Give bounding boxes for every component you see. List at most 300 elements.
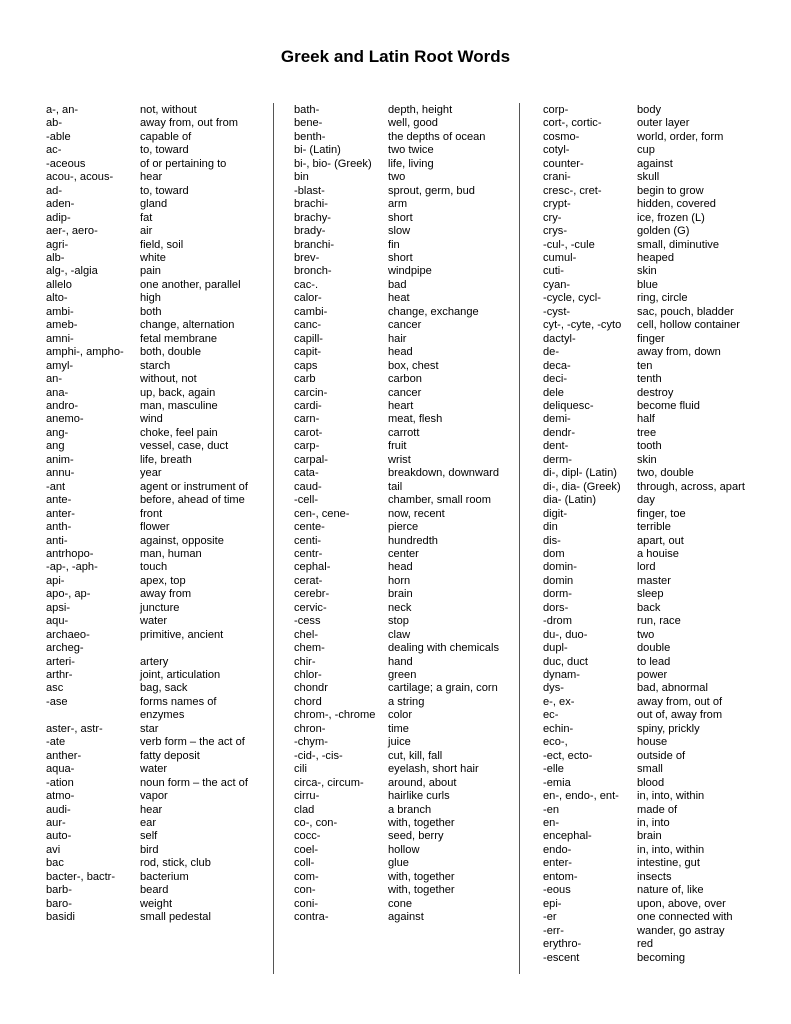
root-meaning: head	[388, 346, 413, 359]
root-meaning: power	[637, 669, 668, 682]
root-term: -eous	[543, 884, 571, 897]
root-meaning: spiny, prickly	[637, 722, 700, 735]
term-row	[543, 830, 753, 843]
root-meaning: a houise	[637, 547, 679, 560]
root-meaning: not, without	[140, 104, 197, 116]
term-row	[543, 844, 753, 857]
root-meaning: small	[637, 763, 663, 776]
term-row	[294, 857, 510, 870]
root-meaning: against, opposite	[140, 534, 224, 547]
root-meaning: tree	[637, 426, 657, 439]
root-term: aqua-	[46, 763, 75, 776]
root-term: archeg-	[46, 642, 84, 655]
root-meaning: man, human	[140, 547, 202, 560]
root-term: cente-	[294, 521, 325, 534]
root-term: de-	[543, 346, 560, 359]
root-term: anth-	[46, 521, 72, 534]
root-term: -en	[543, 803, 560, 816]
root-term: -drom	[543, 615, 572, 628]
root-term: cen-, cene-	[294, 507, 350, 520]
root-term: cry-	[543, 211, 562, 224]
root-term: -emia	[543, 776, 571, 789]
root-term: demi-	[543, 413, 571, 426]
root-term: coel-	[294, 843, 319, 856]
root-term: brachy-	[294, 211, 331, 224]
term-row	[543, 319, 753, 332]
term-row	[543, 131, 753, 144]
root-term: circa-, circum-	[294, 776, 364, 789]
term-row	[46, 682, 262, 695]
root-term: contra-	[294, 911, 329, 924]
root-meaning: golden (G)	[637, 225, 690, 238]
root-term: anim-	[46, 453, 74, 466]
root-term: -cycle, cycl-	[543, 292, 601, 305]
root-term: coll-	[294, 857, 315, 870]
term-row	[46, 830, 262, 843]
root-meaning: away from	[140, 588, 192, 601]
root-meaning: agent or instrument of	[140, 480, 248, 493]
term-row	[543, 884, 753, 897]
root-term: an-	[46, 373, 63, 386]
term-row	[46, 656, 262, 669]
root-meaning: half	[637, 413, 655, 426]
root-term: ante-	[46, 494, 72, 507]
root-term: barb-	[46, 884, 72, 897]
root-meaning: now, recent	[388, 507, 445, 520]
root-term: bath-	[294, 104, 320, 116]
term-row	[543, 642, 753, 655]
root-term: carpal-	[294, 453, 328, 466]
root-meaning: box, chest	[388, 359, 439, 372]
root-meaning: bacterium	[140, 870, 189, 883]
root-term: cumul-	[543, 251, 577, 264]
root-meaning: cartilage; a grain, corn	[388, 682, 498, 695]
root-term: -ant	[46, 480, 66, 493]
root-meaning: ten	[637, 359, 653, 372]
term-row	[46, 440, 262, 453]
root-meaning: hear	[140, 171, 163, 184]
root-meaning: skin	[637, 265, 657, 278]
root-meaning: horn	[388, 574, 411, 587]
term-row	[543, 440, 753, 453]
term-row	[294, 682, 510, 695]
term-row	[543, 615, 753, 628]
root-meaning: sprout, germ, bud	[388, 184, 475, 197]
term-row	[294, 292, 510, 305]
term-row	[543, 804, 753, 817]
root-meaning: bad, abnormal	[637, 682, 708, 695]
root-term: api-	[46, 574, 65, 587]
root-term: dors-	[543, 601, 569, 614]
term-row	[46, 871, 262, 884]
term-row	[294, 319, 510, 332]
root-meaning: ear	[140, 817, 157, 830]
term-row	[294, 804, 510, 817]
term-row	[543, 104, 753, 117]
term-row	[543, 763, 753, 776]
term-row	[46, 225, 262, 238]
term-row	[543, 158, 753, 171]
root-meaning: starch	[140, 359, 171, 372]
root-meaning: well, good	[388, 117, 438, 130]
root-term: auto-	[46, 830, 72, 843]
term-row	[46, 333, 262, 346]
root-term: chron-	[294, 722, 326, 735]
root-term: crani-	[543, 171, 571, 184]
root-term: dent-	[543, 440, 569, 453]
root-term: canc-	[294, 319, 322, 332]
root-meaning: double	[637, 642, 671, 655]
term-row	[543, 925, 753, 938]
root-term: -elle	[543, 763, 564, 776]
term-row	[46, 252, 262, 265]
term-row	[543, 602, 753, 615]
root-term: brachi-	[294, 198, 328, 211]
root-meaning: destroy	[637, 386, 674, 399]
root-term: -ap-, -aph-	[46, 561, 98, 574]
root-term: andro-	[46, 399, 79, 412]
root-meaning: slow	[388, 225, 411, 238]
term-row	[294, 521, 510, 534]
term-row	[46, 844, 262, 857]
term-row	[294, 696, 510, 709]
root-meaning: in, into	[637, 817, 670, 830]
term-row	[46, 588, 262, 601]
root-meaning: blood	[637, 776, 665, 789]
term-row	[294, 656, 510, 669]
term-row	[543, 265, 753, 278]
term-row	[294, 508, 510, 521]
term-row	[46, 198, 262, 211]
root-meaning: touch	[140, 561, 168, 574]
term-row	[294, 225, 510, 238]
term-row	[543, 938, 753, 951]
term-row	[543, 911, 753, 924]
root-meaning: change, alternation	[140, 319, 235, 332]
root-meaning: hidden, covered	[637, 198, 716, 211]
term-row	[294, 400, 510, 413]
term-row	[294, 346, 510, 359]
root-meaning: gland	[140, 198, 168, 211]
root-term: ang	[46, 440, 65, 453]
root-term: dele	[543, 386, 564, 399]
term-row	[294, 467, 510, 480]
root-term: baro-	[46, 897, 72, 910]
root-term: chrom-, -chrome	[294, 709, 376, 722]
root-meaning: two	[637, 628, 655, 641]
root-meaning: neck	[388, 601, 412, 614]
root-meaning: in, into, within	[637, 843, 705, 856]
root-meaning: carbon	[388, 373, 422, 386]
root-meaning: hand	[388, 655, 413, 668]
root-term: ana-	[46, 386, 69, 399]
root-term: carb	[294, 373, 316, 386]
root-meaning: hair	[388, 332, 407, 345]
term-row	[294, 548, 510, 561]
term-row	[543, 252, 753, 265]
root-meaning: hollow	[388, 843, 420, 856]
root-meaning: heart	[388, 399, 414, 412]
root-meaning: away from, down	[637, 346, 721, 359]
term-row	[294, 669, 510, 682]
term-row	[543, 575, 753, 588]
root-meaning: short	[388, 211, 413, 224]
root-term: anther-	[46, 749, 82, 762]
term-row	[46, 427, 262, 440]
root-term: chord	[294, 695, 322, 708]
root-term: dorm-	[543, 588, 572, 601]
root-term: dia- (Latin)	[543, 494, 597, 507]
root-term: acou-, acous-	[46, 171, 114, 184]
root-meaning: cell, hollow container	[637, 319, 740, 332]
column-2	[294, 104, 510, 925]
root-term: corp-	[543, 104, 569, 116]
root-meaning: ice, frozen (L)	[637, 211, 705, 224]
root-meaning: claw	[388, 628, 411, 641]
root-meaning: against	[637, 157, 673, 170]
root-meaning: artery	[140, 655, 169, 668]
root-meaning: brain	[637, 830, 662, 843]
term-row	[543, 750, 753, 763]
root-term: arteri-	[46, 655, 75, 668]
root-meaning: day	[637, 494, 655, 507]
root-term: en-	[543, 817, 560, 830]
root-term: avi	[46, 843, 61, 856]
root-meaning: bird	[140, 843, 159, 856]
root-term: ameb-	[46, 319, 78, 332]
root-term: adip-	[46, 211, 71, 224]
term-row	[46, 804, 262, 817]
term-row	[543, 736, 753, 749]
term-row	[46, 373, 262, 386]
root-term: bacter-, bactr-	[46, 870, 116, 883]
term-row	[543, 400, 753, 413]
root-meaning: before, ahead of time	[140, 494, 245, 507]
term-row	[46, 548, 262, 561]
root-meaning: insects	[637, 870, 672, 883]
root-term: aster-, astr-	[46, 722, 103, 735]
root-term: capill-	[294, 332, 323, 345]
root-term: alb-	[46, 251, 65, 264]
root-meaning: primitive, ancient	[140, 628, 224, 641]
root-meaning: without, not	[140, 373, 197, 386]
column-divider	[273, 103, 274, 974]
root-term: capit-	[294, 346, 322, 359]
root-term: encephal-	[543, 830, 592, 843]
term-row	[294, 911, 510, 924]
root-meaning: with, together	[388, 870, 455, 883]
root-meaning: short	[388, 251, 413, 264]
root-meaning: heaped	[637, 251, 675, 264]
term-row	[294, 252, 510, 265]
root-meaning: meat, flesh	[388, 413, 443, 426]
root-term: ad-	[46, 184, 63, 197]
term-row	[294, 440, 510, 453]
root-term: atmo-	[46, 790, 75, 803]
root-term: cosmo-	[543, 130, 580, 143]
root-term: audi-	[46, 803, 71, 816]
term-row	[294, 723, 510, 736]
root-term: cresc-, cret-	[543, 184, 602, 197]
root-meaning: forms names of enzymes	[140, 695, 217, 722]
root-meaning: windpipe	[388, 265, 432, 278]
term-row	[46, 642, 262, 655]
term-row	[543, 198, 753, 211]
root-meaning: brain	[388, 588, 413, 601]
root-term: cort-, cortic-	[543, 117, 602, 130]
root-term: basidi	[46, 911, 75, 924]
term-row	[46, 884, 262, 897]
term-row	[294, 306, 510, 319]
root-term: cotyl-	[543, 144, 570, 157]
term-row	[46, 615, 262, 628]
term-row	[294, 709, 510, 722]
root-meaning: water	[140, 615, 168, 628]
term-row	[543, 387, 753, 400]
root-meaning: bag, sack	[140, 682, 188, 695]
root-meaning: heat	[388, 292, 410, 305]
term-row	[46, 400, 262, 413]
root-meaning: beard	[140, 884, 169, 897]
root-meaning: carrott	[388, 426, 420, 439]
root-term: agri-	[46, 238, 69, 251]
root-meaning: two twice	[388, 144, 434, 157]
term-row	[294, 333, 510, 346]
term-row	[46, 413, 262, 426]
root-meaning: cone	[388, 897, 413, 910]
root-meaning: hear	[140, 803, 163, 816]
term-row	[294, 736, 510, 749]
term-row	[294, 104, 510, 117]
root-meaning: small, diminutive	[637, 238, 719, 251]
root-term: di-, dipl- (Latin)	[543, 467, 617, 480]
term-row	[543, 225, 753, 238]
root-meaning: upon, above, over	[637, 897, 726, 910]
term-row	[46, 104, 262, 117]
root-term: -chym-	[294, 736, 328, 749]
term-row	[46, 481, 262, 494]
root-meaning: intestine, gut	[637, 857, 700, 870]
root-term: calor-	[294, 292, 322, 305]
root-term: e-, ex-	[543, 695, 575, 708]
root-meaning: life, living	[388, 157, 434, 170]
root-meaning: flower	[140, 521, 170, 534]
root-meaning: run, race	[637, 615, 681, 628]
term-row	[46, 817, 262, 830]
root-term: carn-	[294, 413, 320, 426]
term-row	[46, 144, 262, 157]
root-term: aur-	[46, 817, 66, 830]
root-term: endo-	[543, 843, 572, 856]
root-term: din	[543, 521, 558, 534]
term-row	[46, 158, 262, 171]
root-meaning: star	[140, 722, 159, 735]
root-meaning: becoming	[637, 951, 686, 964]
term-row	[543, 548, 753, 561]
root-term: -er	[543, 911, 557, 924]
term-row	[543, 171, 753, 184]
root-meaning: cancer	[388, 386, 422, 399]
term-row	[294, 481, 510, 494]
root-meaning: glue	[388, 857, 409, 870]
root-term: -cyst-	[543, 305, 571, 318]
root-meaning: back	[637, 601, 661, 614]
root-term: digit-	[543, 507, 568, 520]
root-term: -cell-	[294, 494, 319, 507]
term-row	[294, 615, 510, 628]
term-row	[294, 131, 510, 144]
root-meaning: head	[388, 561, 413, 574]
root-meaning: fruit	[388, 440, 407, 453]
root-term: epi-	[543, 897, 562, 910]
term-row	[46, 521, 262, 534]
root-meaning: pain	[140, 265, 161, 278]
root-term: bi-, bio- (Greek)	[294, 157, 372, 170]
root-term: cocc-	[294, 830, 321, 843]
root-meaning: wander, go astray	[637, 924, 725, 937]
term-row	[543, 494, 753, 507]
root-meaning: capable of	[140, 130, 192, 143]
term-row	[46, 387, 262, 400]
root-meaning: out of, away from	[637, 709, 723, 722]
root-meaning: around, about	[388, 776, 457, 789]
term-row	[543, 898, 753, 911]
root-term: -ect, ecto-	[543, 749, 593, 762]
root-term: cata-	[294, 467, 319, 480]
root-meaning: hundredth	[388, 534, 438, 547]
term-row	[543, 481, 753, 494]
term-row	[294, 185, 510, 198]
root-meaning: fat	[140, 211, 153, 224]
root-term: bene-	[294, 117, 323, 130]
term-row	[46, 171, 262, 184]
root-term: brady-	[294, 225, 326, 238]
root-meaning: a string	[388, 695, 425, 708]
root-meaning: hairlike curls	[388, 790, 450, 803]
root-term: bac	[46, 857, 64, 870]
term-row	[294, 898, 510, 911]
term-row	[543, 346, 753, 359]
term-row	[294, 373, 510, 386]
term-row	[46, 346, 262, 359]
root-meaning: seed, berry	[388, 830, 444, 843]
term-row	[294, 494, 510, 507]
root-meaning: cancer	[388, 319, 422, 332]
term-row	[543, 535, 753, 548]
root-meaning: vessel, case, duct	[140, 440, 229, 453]
root-meaning: to, toward	[140, 184, 189, 197]
root-term: dis-	[543, 534, 561, 547]
root-meaning: fetal membrane	[140, 332, 218, 345]
root-meaning: dealing with chemicals	[388, 642, 499, 655]
root-term: -escent	[543, 951, 580, 964]
root-term: alg-, -algia	[46, 265, 98, 278]
root-meaning: to, toward	[140, 144, 189, 157]
term-row	[46, 575, 262, 588]
root-meaning: red	[637, 938, 654, 951]
term-row	[46, 790, 262, 803]
term-row	[543, 306, 753, 319]
root-term: -blast-	[294, 184, 325, 197]
root-term: -cid-, -cis-	[294, 749, 343, 762]
root-meaning: tail	[388, 480, 403, 493]
root-meaning: air	[140, 225, 153, 238]
term-row	[543, 239, 753, 252]
root-term: cyt-, -cyte, -cyto	[543, 319, 622, 332]
term-row	[294, 198, 510, 211]
root-term: cephal-	[294, 561, 331, 574]
root-meaning: both, double	[140, 346, 202, 359]
